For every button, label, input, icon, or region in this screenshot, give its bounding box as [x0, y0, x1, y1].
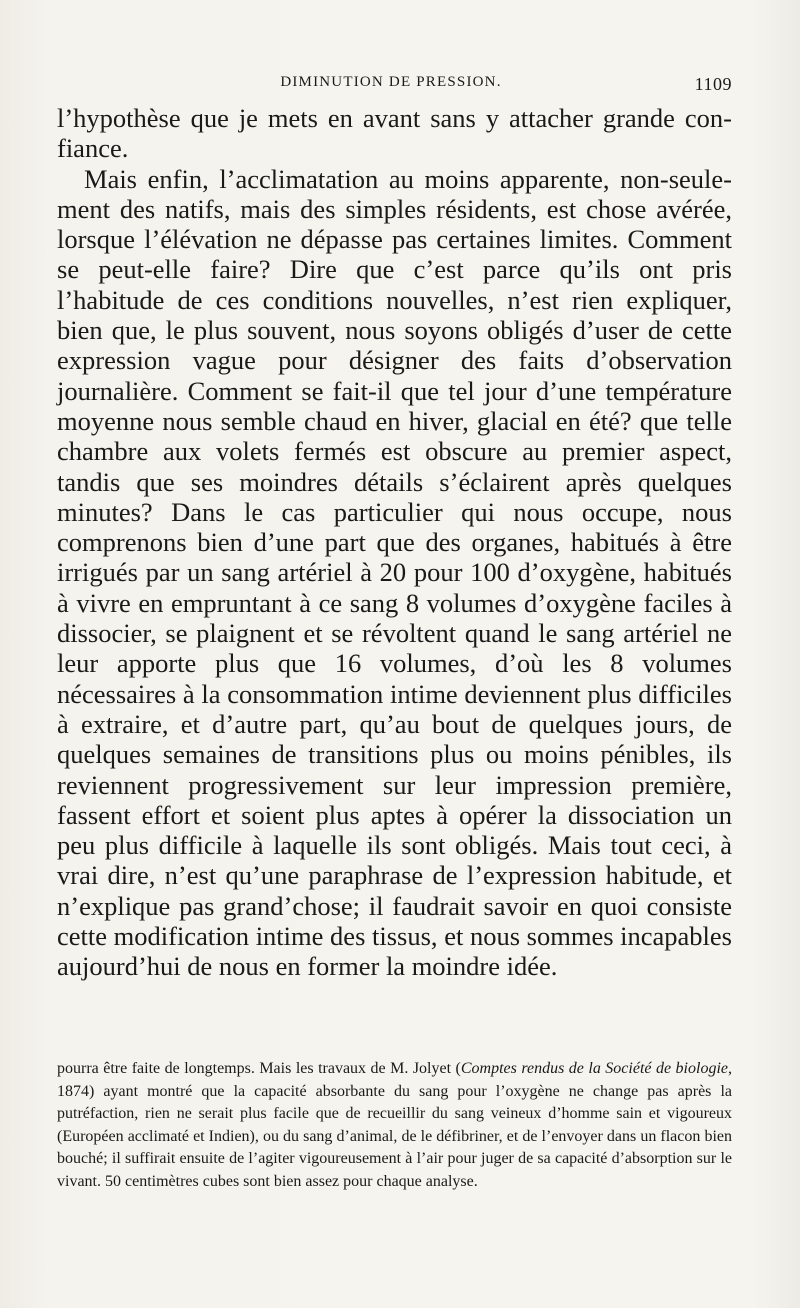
paragraph-acclimatation: Mais enfin, l’acclimatation au moins apparente, non-seulement des natifs, mais des simples résidents, est chose avérée, lorsque l’élévation ne dépasse pas certaines limites. Comment se peut-elle faire? Dire que c’est parce qu’ils ont pris l’habitude de ces conditions nouvelles, n’est rien expliquer, bien que, le plus souvent, nous soyons obligés d’user de cette expression vague pour désigner des faits d’observation journalière. Comment se fait-il que tel jour d’une température moyenne nous semble chaud en hiver, glacial en été? que telle chambre aux volets fermés est obscure au premier aspect, tandis que ses moindres détails s’éclairent après quelques minutes? Dans le cas particulier qui nous occupe, nous comprenons bien d’une part que des organes, habitués à être irrigués par un sang artériel à 20 pour 100 d’oxygène, habitués à vivre en empruntant à ce sang 8 volumes d’oxygène faciles à dissocier, se plaignent et se révoltent quand le sang artériel ne leur apporte plus que 16 volumes, d’où les 8 volumes nécessaires à la consommation intime deviennent plus difficiles à extraire, et d’autre part, qu’au bout de quelques jours, de quelques semaines de transitions plus ou moins pénibles, ils reviennent progressivement sur leur impression première, fassent effort et soient plus aptes à opérer la dissociation un peu plus difficile à laquelle ils sont obligés. Mais tout ceci, à vrai dire, n’est qu’une paraphrase de l’expression habitude, et n’explique pas grand’chose; il faudrait savoir en quoi consiste cette modification intime des tissus, et nous sommes incapables aujourd’hui de nous en former la moindre idée. — [57, 163, 732, 982]
paragraph-continuation: l’hypothèse que je mets en avant sans y attacher grande confiance. — [57, 103, 732, 164]
footnote — [57, 1058, 732, 1193]
page-number: 1109 — [694, 74, 732, 94]
footnote-text-end: , 1874) ayant montré que la capacité absorbante du sang pour l’oxygène ne change pas après la putréfaction, rien ne serait plus facile que de recueillir du sang veineux d’homme sain et vigoureux (Européen acclimaté et Indien), ou du sang d’animal, de le défibriner, et de l’envoyer dans un flacon bien bouché; il suffirait ensuite de l’agiter vigoureusement à l’air pour juger de sa capacité d’absorption sur le vivant. 50 centimètres cubes sont bien assez pour chaque analyse. — [57, 1060, 732, 1190]
running-head — [50, 74, 732, 98]
main-text — [57, 103, 732, 982]
footnote-paragraph — [57, 1058, 732, 1193]
running-title: DIMINUTION DE PRESSION. — [280, 74, 502, 90]
footnote-journal-title: Comptes rendus de la Société de biologie — [460, 1060, 728, 1077]
footnote-text-start: pourra être faite de longtemps. Mais les travaux de M. Jolyet ( — [57, 1060, 461, 1077]
